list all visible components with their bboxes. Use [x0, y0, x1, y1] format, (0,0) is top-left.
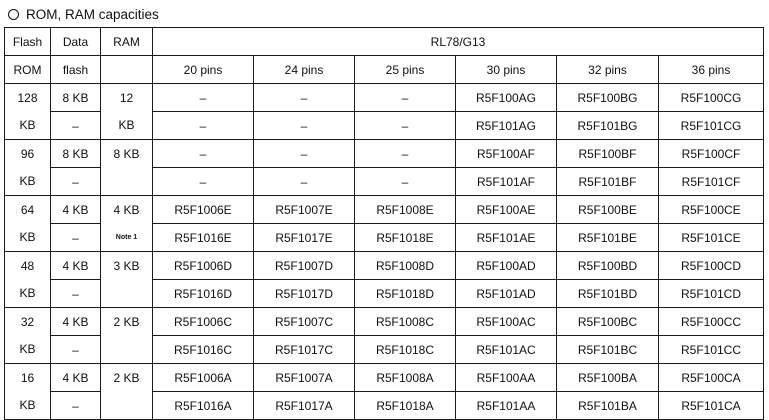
header-row-2 [5, 56, 764, 84]
table-row [5, 280, 764, 308]
flash-rom-cell: KB [5, 280, 51, 308]
circle-bullet-icon [8, 9, 19, 20]
part-number-cell: R5F100BG [557, 84, 659, 112]
part-number-cell: R5F1006E [153, 196, 254, 224]
part-number-cell: R5F100BC [557, 308, 659, 336]
part-number-cell: R5F1017C [254, 336, 355, 364]
part-number-cell: R5F101CG [659, 112, 764, 140]
part-number-cell: R5F100CA [659, 364, 764, 392]
part-number-cell: R5F1008E [355, 196, 456, 224]
ram-header: RAM [101, 28, 153, 56]
series-group-header: RL78/G13 [153, 28, 764, 56]
part-number-cell: R5F100CF [659, 140, 764, 168]
part-number-cell: R5F101AF [456, 168, 557, 196]
pin-header: 20 pins [153, 56, 254, 84]
part-number-cell: R5F1016D [153, 280, 254, 308]
part-number-cell: – [254, 112, 355, 140]
table-row [5, 168, 764, 196]
part-number-cell: R5F101BF [557, 168, 659, 196]
ram-cell: 2 KB [101, 308, 153, 336]
ram-cell: 12 [101, 84, 153, 112]
ram-cell: 2 KB [101, 364, 153, 392]
part-number-cell: R5F100AD [456, 252, 557, 280]
table-row [5, 308, 764, 336]
part-number-cell: – [153, 168, 254, 196]
ram-cell [101, 392, 153, 420]
flash-rom-cell: 128 [5, 84, 51, 112]
ram-cell [101, 168, 153, 196]
data-flash-cell: 8 KB [51, 84, 101, 112]
flash-rom-cell: 32 [5, 308, 51, 336]
table-row [5, 140, 764, 168]
part-number-cell: R5F1008A [355, 364, 456, 392]
flash-rom-cell: KB [5, 168, 51, 196]
part-number-cell: – [254, 84, 355, 112]
part-number-cell: R5F100AG [456, 84, 557, 112]
part-number-cell: R5F100AC [456, 308, 557, 336]
flash-rom-cell: 16 [5, 364, 51, 392]
part-number-cell: R5F1017A [254, 392, 355, 420]
pin-header: 32 pins [557, 56, 659, 84]
part-number-cell: R5F100CG [659, 84, 764, 112]
part-number-cell: – [355, 168, 456, 196]
ram-note-label: Note 1 [101, 224, 153, 252]
part-number-cell: R5F1006A [153, 364, 254, 392]
header-row-1 [5, 28, 764, 56]
part-number-cell: R5F100BF [557, 140, 659, 168]
part-number-cell: – [355, 112, 456, 140]
data-flash-cell: – [51, 336, 101, 364]
part-number-cell: R5F1007A [254, 364, 355, 392]
part-number-cell: R5F1018C [355, 336, 456, 364]
part-number-cell: R5F101BE [557, 224, 659, 252]
part-number-cell: R5F1008C [355, 308, 456, 336]
data-flash-cell: 4 KB [51, 196, 101, 224]
ram-cell: 4 KB [101, 196, 153, 224]
part-number-cell: R5F101CE [659, 224, 764, 252]
part-number-cell: R5F1016C [153, 336, 254, 364]
flash-rom-cell: 48 [5, 252, 51, 280]
part-number-cell: R5F100CD [659, 252, 764, 280]
part-number-cell: R5F100CC [659, 308, 764, 336]
flash-rom-cell: KB [5, 336, 51, 364]
part-number-cell: R5F101CA [659, 392, 764, 420]
table-body [5, 28, 764, 420]
part-number-cell: R5F1018E [355, 224, 456, 252]
flash-rom-cell: KB [5, 112, 51, 140]
table-row [5, 112, 764, 140]
part-number-cell: R5F1006C [153, 308, 254, 336]
part-number-cell: R5F100AF [456, 140, 557, 168]
data-flash-cell: 8 KB [51, 140, 101, 168]
flash-rom-cell: 96 [5, 140, 51, 168]
part-number-cell: – [355, 84, 456, 112]
table-row [5, 224, 764, 252]
part-number-cell: R5F1007D [254, 252, 355, 280]
data-flash-header-line1: Data [51, 28, 101, 56]
flash-rom-cell: 64 [5, 196, 51, 224]
part-number-cell: R5F1007E [254, 196, 355, 224]
table-row [5, 196, 764, 224]
ram-cell: 8 KB [101, 140, 153, 168]
part-number-cell: R5F1017D [254, 280, 355, 308]
part-number-cell: R5F100BE [557, 196, 659, 224]
table-row [5, 336, 764, 364]
part-number-cell: R5F100AE [456, 196, 557, 224]
table-row [5, 252, 764, 280]
part-number-cell: R5F101AG [456, 112, 557, 140]
part-number-cell: R5F1018A [355, 392, 456, 420]
part-number-cell: R5F101BC [557, 336, 659, 364]
part-number-cell: R5F100BA [557, 364, 659, 392]
part-number-cell: R5F1008D [355, 252, 456, 280]
table-row [5, 364, 764, 392]
part-number-cell: – [355, 140, 456, 168]
pin-header: 25 pins [355, 56, 456, 84]
part-number-cell: R5F101AD [456, 280, 557, 308]
pin-header: 30 pins [456, 56, 557, 84]
part-number-cell: R5F1006D [153, 252, 254, 280]
part-number-cell: R5F101AA [456, 392, 557, 420]
data-flash-cell: – [51, 112, 101, 140]
ram-cell: KB [101, 112, 153, 140]
ram-cell [101, 336, 153, 364]
part-number-cell: R5F1018D [355, 280, 456, 308]
data-flash-cell: – [51, 392, 101, 420]
data-flash-cell: 4 KB [51, 252, 101, 280]
part-number-cell: – [153, 84, 254, 112]
section-heading-text: ROM, RAM capacities [26, 7, 159, 22]
part-number-cell: – [153, 140, 254, 168]
part-number-cell: R5F101CC [659, 336, 764, 364]
section-heading [8, 6, 159, 24]
part-number-cell: – [254, 168, 355, 196]
part-number-cell: R5F101BD [557, 280, 659, 308]
data-flash-cell: – [51, 224, 101, 252]
pin-header: 36 pins [659, 56, 764, 84]
part-number-cell: R5F100AA [456, 364, 557, 392]
flash-rom-cell: KB [5, 392, 51, 420]
flash-rom-header-line2: ROM [5, 56, 51, 84]
ram-cell: 3 KB [101, 252, 153, 280]
data-flash-header-line2: flash [51, 56, 101, 84]
part-number-cell: – [254, 140, 355, 168]
table-row [5, 392, 764, 420]
data-flash-cell: – [51, 280, 101, 308]
data-flash-cell: – [51, 168, 101, 196]
part-number-cell: R5F101BG [557, 112, 659, 140]
part-number-cell: R5F1016E [153, 224, 254, 252]
part-number-cell: R5F101BA [557, 392, 659, 420]
flash-rom-header-line1: Flash [5, 28, 51, 56]
data-flash-cell: 4 KB [51, 364, 101, 392]
ram-header-continued [101, 56, 153, 84]
rom-ram-capacity-table [4, 27, 764, 420]
part-number-cell: R5F101AE [456, 224, 557, 252]
ram-cell [101, 280, 153, 308]
part-number-cell: – [153, 112, 254, 140]
part-number-cell: R5F100BD [557, 252, 659, 280]
table-row [5, 84, 764, 112]
pin-header: 24 pins [254, 56, 355, 84]
part-number-cell: R5F1016A [153, 392, 254, 420]
part-number-cell: R5F101AC [456, 336, 557, 364]
data-flash-cell: 4 KB [51, 308, 101, 336]
part-number-cell: R5F100CE [659, 196, 764, 224]
part-number-cell: R5F1017E [254, 224, 355, 252]
part-number-cell: R5F1007C [254, 308, 355, 336]
part-number-cell: R5F101CF [659, 168, 764, 196]
part-number-cell: R5F101CD [659, 280, 764, 308]
flash-rom-cell: KB [5, 224, 51, 252]
